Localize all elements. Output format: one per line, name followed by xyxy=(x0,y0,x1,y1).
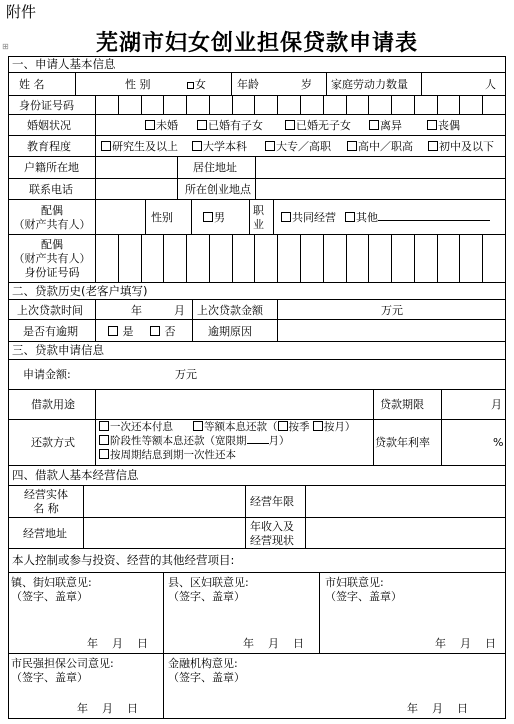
town-opinion-label: 镇、街妇联意见: xyxy=(11,576,92,589)
date-year: 年 xyxy=(435,637,446,650)
purpose-label: 借款用途 xyxy=(31,398,75,411)
id-digit-separator xyxy=(163,96,164,114)
education-option-label: 初中及以下 xyxy=(439,140,494,153)
id-digit-separator xyxy=(414,235,415,282)
id-digit-separator xyxy=(437,235,438,282)
bank-date xyxy=(407,702,468,715)
date-day: 日 xyxy=(457,702,468,715)
amount-unit: 万元 xyxy=(381,304,403,317)
date-day: 日 xyxy=(293,637,304,650)
row-last-loan xyxy=(9,300,505,320)
row-name xyxy=(9,73,505,96)
city-date xyxy=(435,637,496,650)
marital-label: 婚姻状况 xyxy=(27,119,71,132)
name-input[interactable] xyxy=(79,76,119,92)
id-digit-separator xyxy=(346,235,347,282)
marital-option-label: 丧偶 xyxy=(438,119,460,132)
date-day: 日 xyxy=(127,702,138,715)
id-number-label: 身份证号码 xyxy=(19,99,74,112)
other-projects-label: 本人控制或参与投资、经营的其他经营项目: xyxy=(12,553,235,567)
marital-option-married-children[interactable] xyxy=(197,119,263,132)
section-4-title: 四、借款人基本经营信息 xyxy=(12,468,139,482)
repayment-option-label: 阶段性等额本息还款（宽限期 xyxy=(110,435,247,447)
repayment-option-equal[interactable] xyxy=(193,421,355,434)
town-date xyxy=(87,637,148,650)
id-digit-separator xyxy=(482,96,483,114)
term-unit: 月 xyxy=(491,398,502,411)
month-label: 月 xyxy=(174,304,185,317)
id-digit-separator xyxy=(391,96,392,114)
date-month: 月 xyxy=(112,637,123,650)
id-digit-separator xyxy=(254,96,255,114)
id-digit-separator xyxy=(459,96,460,114)
marital-option-married-no-children[interactable] xyxy=(285,119,351,132)
guarantee-sign-label: （签字、盖章） xyxy=(11,671,88,684)
business-location-label: 所在创业地点 xyxy=(185,183,251,196)
row-opinions-1 xyxy=(9,573,505,654)
town-sign-label: （签字、盖章） xyxy=(11,590,88,603)
repayment-option-end: 月） xyxy=(268,435,290,447)
spouse-gender-label: 性别 xyxy=(151,211,173,224)
bank-opinion-label: 金融机构意见: xyxy=(168,657,238,670)
repayment-option-label: 等额本息还款（ xyxy=(204,421,278,433)
other-label: 其他 xyxy=(356,211,378,224)
income-sublabel: 经营现状 xyxy=(250,534,294,547)
id-digit-separator xyxy=(323,96,324,114)
age-unit: 岁 xyxy=(301,78,312,91)
last-loan-time-label: 上次贷款时间 xyxy=(17,304,83,317)
male-label: 男 xyxy=(214,211,225,224)
row-overdue xyxy=(9,320,505,342)
row-other-projects xyxy=(9,549,505,573)
marital-option-widowed[interactable] xyxy=(427,119,460,132)
table-anchor-icon: ⊞ xyxy=(2,42,9,51)
id-digit-separator xyxy=(346,96,347,114)
section-2-title: 二、贷款历史(老客户填写) xyxy=(12,284,148,298)
section-3-title: 三、贷款申请信息 xyxy=(12,343,104,357)
repayment-monthly-label: 按月） xyxy=(323,421,356,433)
id-digit-separator xyxy=(254,235,255,282)
id-digit-separator xyxy=(232,235,233,282)
id-digit-separator xyxy=(414,96,415,114)
education-option-graduate[interactable] xyxy=(101,140,178,153)
date-day: 日 xyxy=(485,637,496,650)
overdue-no-checkbox[interactable] xyxy=(150,325,176,338)
county-opinion-label: 县、区妇联意见: xyxy=(168,576,249,589)
female-label: 女 xyxy=(195,78,206,91)
grace-period-input[interactable] xyxy=(247,443,269,444)
education-option-label: 研究生及以上 xyxy=(112,140,178,153)
date-year: 年 xyxy=(407,702,418,715)
overdue-reason-label: 逾期原因 xyxy=(208,325,252,338)
marital-option-divorced[interactable] xyxy=(369,119,402,132)
date-year: 年 xyxy=(243,637,254,650)
date-year: 年 xyxy=(77,702,88,715)
other-input[interactable] xyxy=(378,220,490,221)
marital-option-unmarried[interactable] xyxy=(145,119,178,132)
section-1-title: 一、申请人基本信息 xyxy=(12,57,116,71)
id-digit-separator xyxy=(482,235,483,282)
marital-option-label: 未婚 xyxy=(156,119,178,132)
other-checkbox[interactable] xyxy=(345,211,490,224)
county-date xyxy=(243,637,304,650)
row-opinions-2 xyxy=(9,654,505,718)
spouse-sublabel: （财产共有人） xyxy=(13,218,91,231)
last-loan-amount-label: 上次贷款金额 xyxy=(197,304,263,317)
repayment-option-staged[interactable] xyxy=(99,435,290,448)
age-label: 年龄 xyxy=(237,78,259,91)
date-month: 月 xyxy=(102,702,113,715)
row-purpose xyxy=(9,390,505,420)
guarantee-opinion-label: 市民强担保公司意见: xyxy=(11,657,114,670)
bank-sign-label: （签字、盖章） xyxy=(168,671,245,684)
section-4-header xyxy=(9,466,505,486)
education-option-junior[interactable] xyxy=(428,140,494,153)
joint-business-label: 共同经营 xyxy=(292,211,336,224)
row-hukou xyxy=(9,157,505,179)
county-sign-label: （签字、盖章） xyxy=(168,590,245,603)
residence-label: 居住地址 xyxy=(193,161,237,174)
repayment-quarterly-label: 按季 xyxy=(288,421,310,433)
id-digit-separator xyxy=(391,235,392,282)
row-marital xyxy=(9,115,505,136)
overdue-no-label: 否 xyxy=(164,325,176,338)
marital-option-label: 离异 xyxy=(380,119,402,132)
id-digit-separator xyxy=(323,235,324,282)
id-digit-separator xyxy=(209,96,210,114)
id-digit-separator xyxy=(232,96,233,114)
id-digit-separator xyxy=(186,235,187,282)
joint-business-checkbox[interactable] xyxy=(281,211,336,224)
repayment-option-interest-only[interactable] xyxy=(99,449,236,462)
application-form xyxy=(8,56,506,719)
name-label: 姓 名 xyxy=(19,78,45,91)
education-option-bachelor[interactable] xyxy=(192,140,247,153)
marital-option-label: 已婚有子女 xyxy=(208,119,263,132)
person-unit: 人 xyxy=(485,78,496,91)
row-phone xyxy=(9,179,505,200)
entity-name-sublabel: 名 称 xyxy=(33,502,59,515)
id-digit-separator xyxy=(209,235,210,282)
id-digit-separator xyxy=(368,235,369,282)
education-option-college[interactable] xyxy=(265,140,331,153)
spouse-id-label: 配偶 xyxy=(41,238,63,251)
id-digit-separator xyxy=(163,235,164,282)
guarantee-date xyxy=(77,702,138,715)
spouse-id-number-label: 身份证号码 xyxy=(24,266,80,279)
form-title: 芜湖市妇女创业担保贷款申请表 xyxy=(95,30,418,56)
date-month: 月 xyxy=(268,637,279,650)
education-option-label: 大学本科 xyxy=(203,140,247,153)
years-label: 经营年限 xyxy=(250,495,294,508)
amount-unit-label: 万元 xyxy=(175,368,197,381)
id-digit-separator xyxy=(118,235,119,282)
repayment-option-label: 一次还本付息 xyxy=(110,421,173,433)
overdue-label: 是否有逾期 xyxy=(23,325,78,338)
id-digit-separator xyxy=(300,96,301,114)
spouse-id-sublabel: （财产共有人） xyxy=(13,252,91,265)
female-checkbox[interactable] xyxy=(187,78,206,91)
row-repayment xyxy=(9,420,505,466)
amount-label: 申请金额: xyxy=(23,368,71,381)
row-education xyxy=(9,136,505,157)
marital-option-label: 已婚无子女 xyxy=(296,119,351,132)
row-spouse xyxy=(9,200,505,235)
id-digit-separator xyxy=(186,96,187,114)
overdue-yes-label: 是 xyxy=(122,325,134,338)
city-opinion-label: 市妇联意见: xyxy=(325,576,384,589)
gender-label: 性 别 xyxy=(125,78,151,91)
id-digit-separator xyxy=(368,96,369,114)
spouse-label: 配偶 xyxy=(41,204,63,217)
phone-label: 联系电话 xyxy=(29,183,73,196)
id-digit-separator xyxy=(141,96,142,114)
row-spouse-id xyxy=(9,235,505,283)
row-address xyxy=(9,518,505,549)
entity-name-label: 经营实体 xyxy=(24,488,68,501)
city-sign-label: （签字、盖章） xyxy=(325,590,402,603)
overdue-yes-checkbox[interactable] xyxy=(108,325,134,338)
id-digit-separator xyxy=(277,96,278,114)
repayment-option-label: 按周期结息到期一次性还本 xyxy=(110,449,236,461)
section-2-header xyxy=(9,283,505,300)
occupation-label-1: 职 xyxy=(253,204,264,217)
date-month: 月 xyxy=(432,702,443,715)
education-option-label: 高中／职高 xyxy=(358,140,413,153)
id-digit-separator xyxy=(118,96,119,114)
date-year: 年 xyxy=(87,637,98,650)
education-option-highschool[interactable] xyxy=(347,140,413,153)
year-label: 年 xyxy=(131,304,142,317)
section-1-header xyxy=(9,57,505,73)
id-digit-separator xyxy=(277,235,278,282)
education-label: 教育程度 xyxy=(27,140,71,153)
occupation-label-2: 业 xyxy=(253,218,264,231)
id-digit-separator xyxy=(141,235,142,282)
term-label: 贷款期限 xyxy=(380,398,424,411)
repayment-option-lump[interactable] xyxy=(99,421,173,434)
attachment-label: 附件 xyxy=(6,3,37,21)
date-day: 日 xyxy=(137,637,148,650)
male-checkbox[interactable] xyxy=(203,211,225,224)
rate-label: 贷款年利率 xyxy=(375,436,430,449)
education-option-label: 大专／高职 xyxy=(276,140,331,153)
id-digit-separator xyxy=(300,235,301,282)
hukou-label: 户籍所在地 xyxy=(24,161,79,174)
business-address-label: 经营地址 xyxy=(23,527,67,540)
row-amount xyxy=(9,360,505,390)
row-id-number xyxy=(9,96,505,115)
family-labor-label: 家庭劳动力数量 xyxy=(331,78,408,91)
row-entity xyxy=(9,486,505,518)
id-digit-separator xyxy=(437,96,438,114)
repayment-label: 还款方式 xyxy=(31,436,75,449)
id-digit-separator xyxy=(459,235,460,282)
date-month: 月 xyxy=(460,637,471,650)
rate-percent: % xyxy=(493,436,504,449)
section-3-header xyxy=(9,342,505,360)
income-label: 年收入及 xyxy=(250,520,294,533)
